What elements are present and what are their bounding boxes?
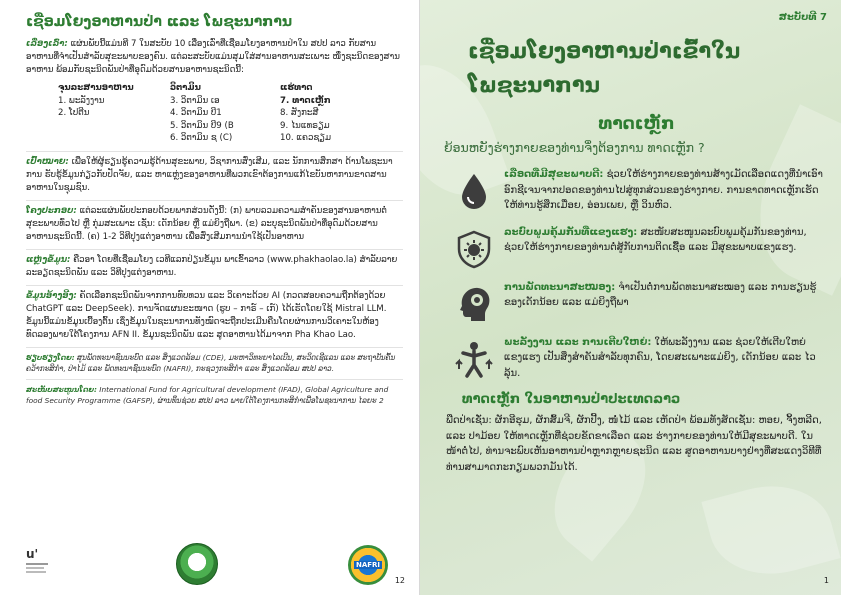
method-section <box>26 290 403 342</box>
wild-food-section-text: ພືດປ່າເຊັ່ນ: ຜັກອີຮຸມ, ຜັກສົ້ມຈີ, ຜັກປີ້ງ, ໜໍ່ໄມ້ ແລະ ເຫັດປ່າ ພ້ອມທັງສັດເຊັ່ນ: ຫອຍ, ຈິ້ງຫລີດ, ແລະ ປາມ້ອຍ ໃຫ້ທາດເຫຼັກທີ່ຊ່ວຍຂັດຂາເລືອດ ແລະ ຮ່າງກາຍຂອງທ່ານໃຫ້ມີສຸຂະພາບດີ. ໃນໜ້າຕໍ່ໄປ, ທ່ານຈະພົບເຫັນອາຫານປ່າຫຼາກຫຼາຍຊະນິດ ແລະ ສູດອາຫານບາງຢ່າງທີ່ສະແດງວິທີທີ່ທ່ານສາມາດກະກຽມພວກມັນໄດ້. <box>446 415 822 473</box>
table-cell: 2. ໂປຕີນ <box>58 108 90 118</box>
source-section <box>26 254 403 280</box>
nafri-logo-text: NAFRI <box>355 561 381 569</box>
shield-virus-icon <box>454 229 494 269</box>
table-cell: 1. ພະລັງງານ <box>58 95 105 106</box>
feature-item <box>450 335 823 382</box>
feature-heading: ລະບົບພູມຄຸ້ມກັນທີ່ແຂງແຮງ: <box>504 226 638 238</box>
content-section <box>26 205 403 244</box>
edition-label: ສະບັບທີ 7 <box>778 12 827 23</box>
growth-energy-icon <box>454 339 494 379</box>
university-logo-mark: u' <box>26 547 39 561</box>
divider <box>26 151 403 152</box>
university-logo <box>26 547 60 581</box>
ministry-seal-logo <box>176 543 218 585</box>
credits-funded <box>26 384 403 406</box>
method-text: ຄັດເລືອກຊະນິດພັນຈາກການທົບທວນ ແລະ ວິເຄາະດ້ວຍ AI (ກວດສອບຄວາມຖືກຕ້ອງດ້ວຍ ChatGPT ແລະ DeepSeek). ການຈັດແຜນຂະໜາດ (ຮູບ – ກາຣ໌ – ເກ໌) ໄດ້ເຮັດໂດຍໃຊ້ Mistral LLM. ຂໍ້ມູນນີ້ແມ່ນຂໍ້ມູນເບື້ອງຕົ້ນ ເຊິ່ງຂໍ້ມູນໃນຊະນາການທັງໝົດຈະຖືກປະເມີນຄືນໂດຍຜ່ານການວິເຄາະໃນຫ້ອງທົດລອງພາຍໃຕ້ໂຄງການ AFN II. ຂໍ້ມູນຊະນິດພັນ ແລະ ສູດອາຫານໄດ້ມາຈາກ Pha Khao Lao. <box>26 290 387 340</box>
feature-item <box>450 225 823 269</box>
cover-title-line2: ໂພຊະນາການ <box>468 73 600 97</box>
intro-section <box>26 38 403 77</box>
feature-text <box>504 225 823 256</box>
feature-body: ຈຳເປັນຕໍ່ການພັດທະນາສະໝອງ ແລະ ການຮຽນຮູ້ຂອງເດັກນ້ອຍ ແລະ ແມ່ຍິງຖືພາ <box>504 281 817 308</box>
back-page-title: ເຊື່ອມໂຍງອາຫານປ່າ ແລະ ໂພຊະນາການ <box>26 14 293 30</box>
credits-funded-label: ສະໜັບສະໜູນໂດຍ: <box>26 384 97 394</box>
table-header: ແຮ່ທາດ <box>280 83 313 93</box>
divider <box>26 285 403 286</box>
feature-heading: ການພັດທະນາສະໝອງ: <box>504 281 616 293</box>
cover-page <box>420 0 841 595</box>
feature-body: ໃຫ້ພະລັງງານ ແລະ ຊ່ວຍໃຫ້ເຕີບໃຫຍ່ແຂງແຮງ ເປັນສິ່ງສຳຄັນສຳລັບທຸກຄົນ, ໂດຍສະເພາະແມ່ຍິງ, ເດັກນ້ອຍ ແລະ ໄວລຸ້ນ. <box>504 336 816 379</box>
table-cell: 9. ໄນແທຣຽມ <box>280 120 330 131</box>
brain-head-icon <box>454 284 494 324</box>
leaf-decoration <box>701 471 840 589</box>
table-cell-highlight: 7. ທາດເຫຼັກ <box>280 95 331 106</box>
feature-text <box>504 167 823 214</box>
cover-title-line1: ເຊື່ອມໂຍງອາຫານປ່າເຂົ້າໃນ <box>468 39 741 63</box>
why-question: ຍ້ອນຫຍັງຮ່າງກາຍຂອງທ່ານຈຶ່ງຕ້ອງການ ທາດເຫຼັກ ? <box>444 140 705 155</box>
table-cell: 4. ວິຕາມິນ ບີ1 <box>170 108 222 118</box>
intro-text: ແຜ່ນພັບນີ້ແມ່ນທີ 7 ໃນສະບັບ 10 ເລື່ອງເລົ່າທີ່ເຊື່ອມໂຍງອາຫານປ່າໃນ ສປປ ລາວ ກັບສານອາຫານທີ່ຈຳເປັນສຳລັບສຸຂະພາບຂອງຄົນ. ແຕ່ລະສະບັບແມ່ນສຸມໃສ່ສານອາຫານສະເພາະ ໜຶ່ງຊະນິດຂອງສານອາຫານ ພ້ອມກັບຊະນິດພັນປ່າທີ່ອຸດົມດ້ວຍສານອາຫານຊະນິດນີ້: <box>26 39 400 75</box>
nutrient-table <box>58 82 403 145</box>
feature-heading: ເລືອດທີ່ມີສຸຂະພາບດີ: <box>504 169 604 180</box>
page-number-left: 12 <box>394 576 405 585</box>
blood-drop-icon <box>454 171 494 211</box>
page-number-right: 1 <box>823 576 829 585</box>
feature-heading: ພະລັງງານ ແລະ ການເຕີບໃຫຍ່: <box>504 336 652 348</box>
divider <box>26 249 403 250</box>
feature-text <box>504 335 823 382</box>
feature-body: ຊ່ວຍໃຫ້ຮ່າງກາຍຂອງທ່ານສ້າງເມັດເລືອດແດງທີ່ນຳເອົາອົກຊີເຈນຈາກປອດຂອງທ່ານໄປສູ່ທຸກສ່ວນຂອງຮ່າງກາຍ. ການຂາດທາດເຫຼັກເຮັດໃຫ້ທ່ານຮູ້ສຶກເມື່ອຍ, ອ່ອນເພຍ, ຫຼື ວິນຫົວ. <box>504 169 823 211</box>
intro-label: ເລື່ອງເລົ່າ: <box>26 39 68 49</box>
back-page <box>0 0 420 595</box>
wild-food-section-title: ທາດເຫຼັກ ໃນອາຫານປ່າປະເທດລາວ <box>462 392 681 407</box>
divider <box>26 200 403 201</box>
nutrient-name: ທາດເຫຼັກ <box>598 114 675 134</box>
source-label: ແຫຼ່ງຂໍ້ມູນ: <box>26 254 71 265</box>
source-text: ຄືວອາ ໂດຍທີ່ເຊື່ອມໂຍງ ເວທີແລກປ່ຽນຂໍ້ມູນ ພາເຂົ້າລາວ (www.phakhaolao.la) ສຳລັບລາຍລະອຽດຊະນິດພັນ ແລະ ວິທີປຸງແຕ່ງອາຫານ. <box>26 254 398 278</box>
method-label: ຂໍ້ມູນອ້າງອີງ: <box>26 290 77 301</box>
credits-funded-text: International Fund for Agricultural development (IFAD), Global Agriculture and food Security Programme (GAFSP), ຜ່ານທຶນຊ່ວຍ ສປປ ລາວ ພາຍໃຕ້ໂຄງການກະສິກຳເພື່ອໂພຊະນາການ ໄລຍະ 2 <box>26 384 389 405</box>
nafri-logo <box>348 545 388 585</box>
table-cell: 5. ວິຕາມິນ ບີ9 (B <box>170 120 234 131</box>
table-cell: 10. ແຄວຊຽມ <box>280 133 331 143</box>
table-cell: 8. ສັງກະສີ <box>280 108 319 118</box>
feature-text <box>504 280 823 311</box>
table-cell <box>58 132 170 145</box>
feature-item <box>450 280 823 324</box>
goal-text: ເພື່ອໃຫ້ຜູ້ຮຽນຮູ້ຄວາມຮູ້ດ້ານສຸຂະພາບ, ວິຊາການສົ່ງເສີມ, ແລະ ນັກການສຶກສາ ດ້ານໂພຊະນາການ ຮັບຮູ້ຂໍ້ມູນກ່ຽວກັບປັດຈັຍ, ແລະ ຫາແຫຼ່ງຂອງອາຫານທີ່ພວກເຂົາຕ້ອງການແກ້ໄຂບັນຫາການຂາດສານອາຫານໃນຊຸມຊົນ. <box>26 156 393 193</box>
feature-item <box>450 167 823 214</box>
feature-body: ສະໜັບສະໜູນລະບົບພູມຄຸ້ມກັນຂອງທ່ານ, ຊ່ວຍໃຫ້ຮ່າງກາຍຂອງທ່ານຕໍ່ສູ້ກັບການຕິດເຊື້ອ ແລະ ມີສຸຂະພາບແຂງແຮງ. <box>504 226 807 253</box>
divider <box>26 347 403 348</box>
content-label: ໂຄງປະກອບ: <box>26 205 77 216</box>
goal-label: ເປົ້າໝາຍ: <box>26 156 69 167</box>
credits-compiled-text: ສູນພັດທະນາຊົນນະບົດ ແລະ ສິ່ງແວດລ້ອມ (CDE), ມະຫາວິທະຍາໄລເບີນ, ສະວິດເຊີແລນ ແລະ ສະຖາບັນຄົ້ນຄວ້າກະສິກຳ, ປ່າໄມ້ ແລະ ພັດທະນາຊົນນະບົດ (NAFRI), ກະຊວງກະສິກຳ ແລະ ສິ່ງແວດລ້ອມ ສປປ ລາວ. <box>26 352 396 373</box>
credits-compiled <box>26 352 403 374</box>
table-cell <box>58 120 170 133</box>
table-header: ຈຸນລະສານອາຫານ <box>58 83 134 93</box>
partner-logos <box>26 541 403 587</box>
cover-title <box>468 34 823 102</box>
table-header: ວິຕາມິນ <box>170 83 201 93</box>
divider <box>26 379 403 380</box>
content-text: ແຕ່ລະແຜ່ນພັບປະກອບດ້ວຍພາກສ່ວນດັ່ງນີ້: (ກ) ພາບລວມຄວາມສຳຄັນຂອງສານອາຫານຕໍ່ສຸຂະພາບທົ່ວໄປ ຫຼື ກຸ່ມສະເພາະ ເຊັ່ນ: ເດັກນ້ອຍ ຫຼື ແມ່ຍິງຖືພາ. (ຂ) ລະບຸຊະນິດພັນປ່າທີ່ອຸດົມດ້ວຍສານອາຫານຊະນິດນີ້. (ຄ) 1-2 ວິທີປຸງແຕ່ງອາຫານ ເພື່ອສົ່ງເສີມການນຳໃຊ້ເປັນອາຫານ <box>26 205 387 242</box>
goal-section <box>26 156 403 195</box>
table-cell: 6. ວິຕາມິນ ຊ (C) <box>170 133 233 143</box>
table-cell: 3. ວິຕາມິນ ເອ <box>170 95 220 106</box>
credits-compiled-label: ຮຽບຮຽງໂດຍ: <box>26 352 75 362</box>
